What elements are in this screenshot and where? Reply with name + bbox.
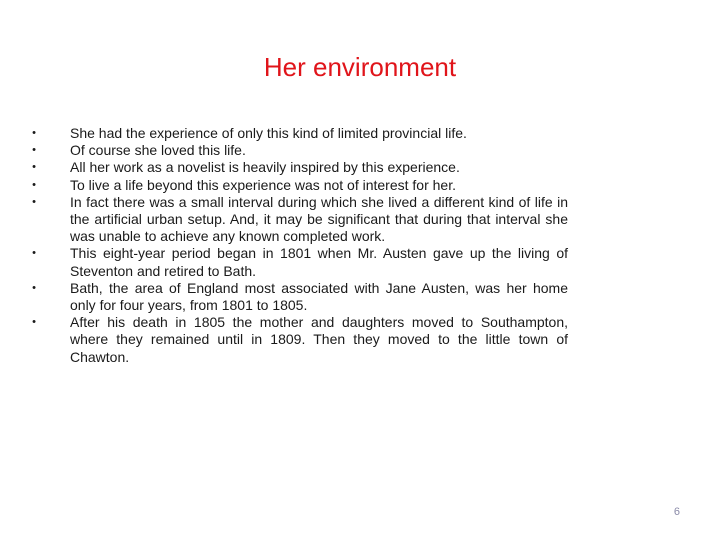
bullet-item [28, 125, 568, 142]
slide-title: Her environment [263, 52, 457, 82]
bullet-marker-icon: • [32, 178, 36, 191]
bullet-text: In fact there was a small interval during which she lived a different kind of life in the artificial urban setup. And, it may be significant that during that interval she was unable to achieve any known completed work. [70, 193, 568, 245]
bullet-marker-icon: • [32, 144, 36, 157]
bullet-marker-icon: • [32, 247, 36, 260]
bullet-item [28, 245, 568, 279]
bullet-item [28, 314, 568, 366]
bullet-text: Bath, the area of England most associated with Jane Austen, was her home only for four years, from 1801 to 1805. [70, 279, 568, 314]
bullet-item [28, 142, 568, 159]
bullet-text: All her work as a novelist is heavily inspired by this experience. [70, 159, 460, 176]
bullet-marker-icon: • [32, 127, 36, 139]
bullet-item [28, 159, 568, 176]
bullet-text: Of course she loved this life. [70, 142, 246, 159]
bullet-item [28, 280, 568, 314]
page-number: 6 [673, 506, 680, 518]
bullet-marker-icon: • [32, 281, 36, 294]
bullet-text: She had the experience of only this kind of limited provincial life. [70, 125, 467, 141]
bullet-text: This eight-year period began in 1801 when Mr. Austen gave up the living of Steventon and retired to Bath. [70, 245, 568, 279]
bullet-item [28, 194, 568, 246]
bullet-marker-icon: • [32, 316, 36, 329]
bullet-text: After his death in 1805 the mother and daughters moved to Southampton, where they remained until in 1809. Then they moved to the little town of Chawton. [70, 314, 568, 365]
bullet-list [28, 125, 568, 366]
bullet-text: To live a life beyond this experience was not of interest for her. [70, 176, 456, 193]
bullet-marker-icon: • [32, 195, 36, 208]
bullet-marker-icon: • [32, 161, 36, 174]
bullet-item [28, 177, 568, 194]
